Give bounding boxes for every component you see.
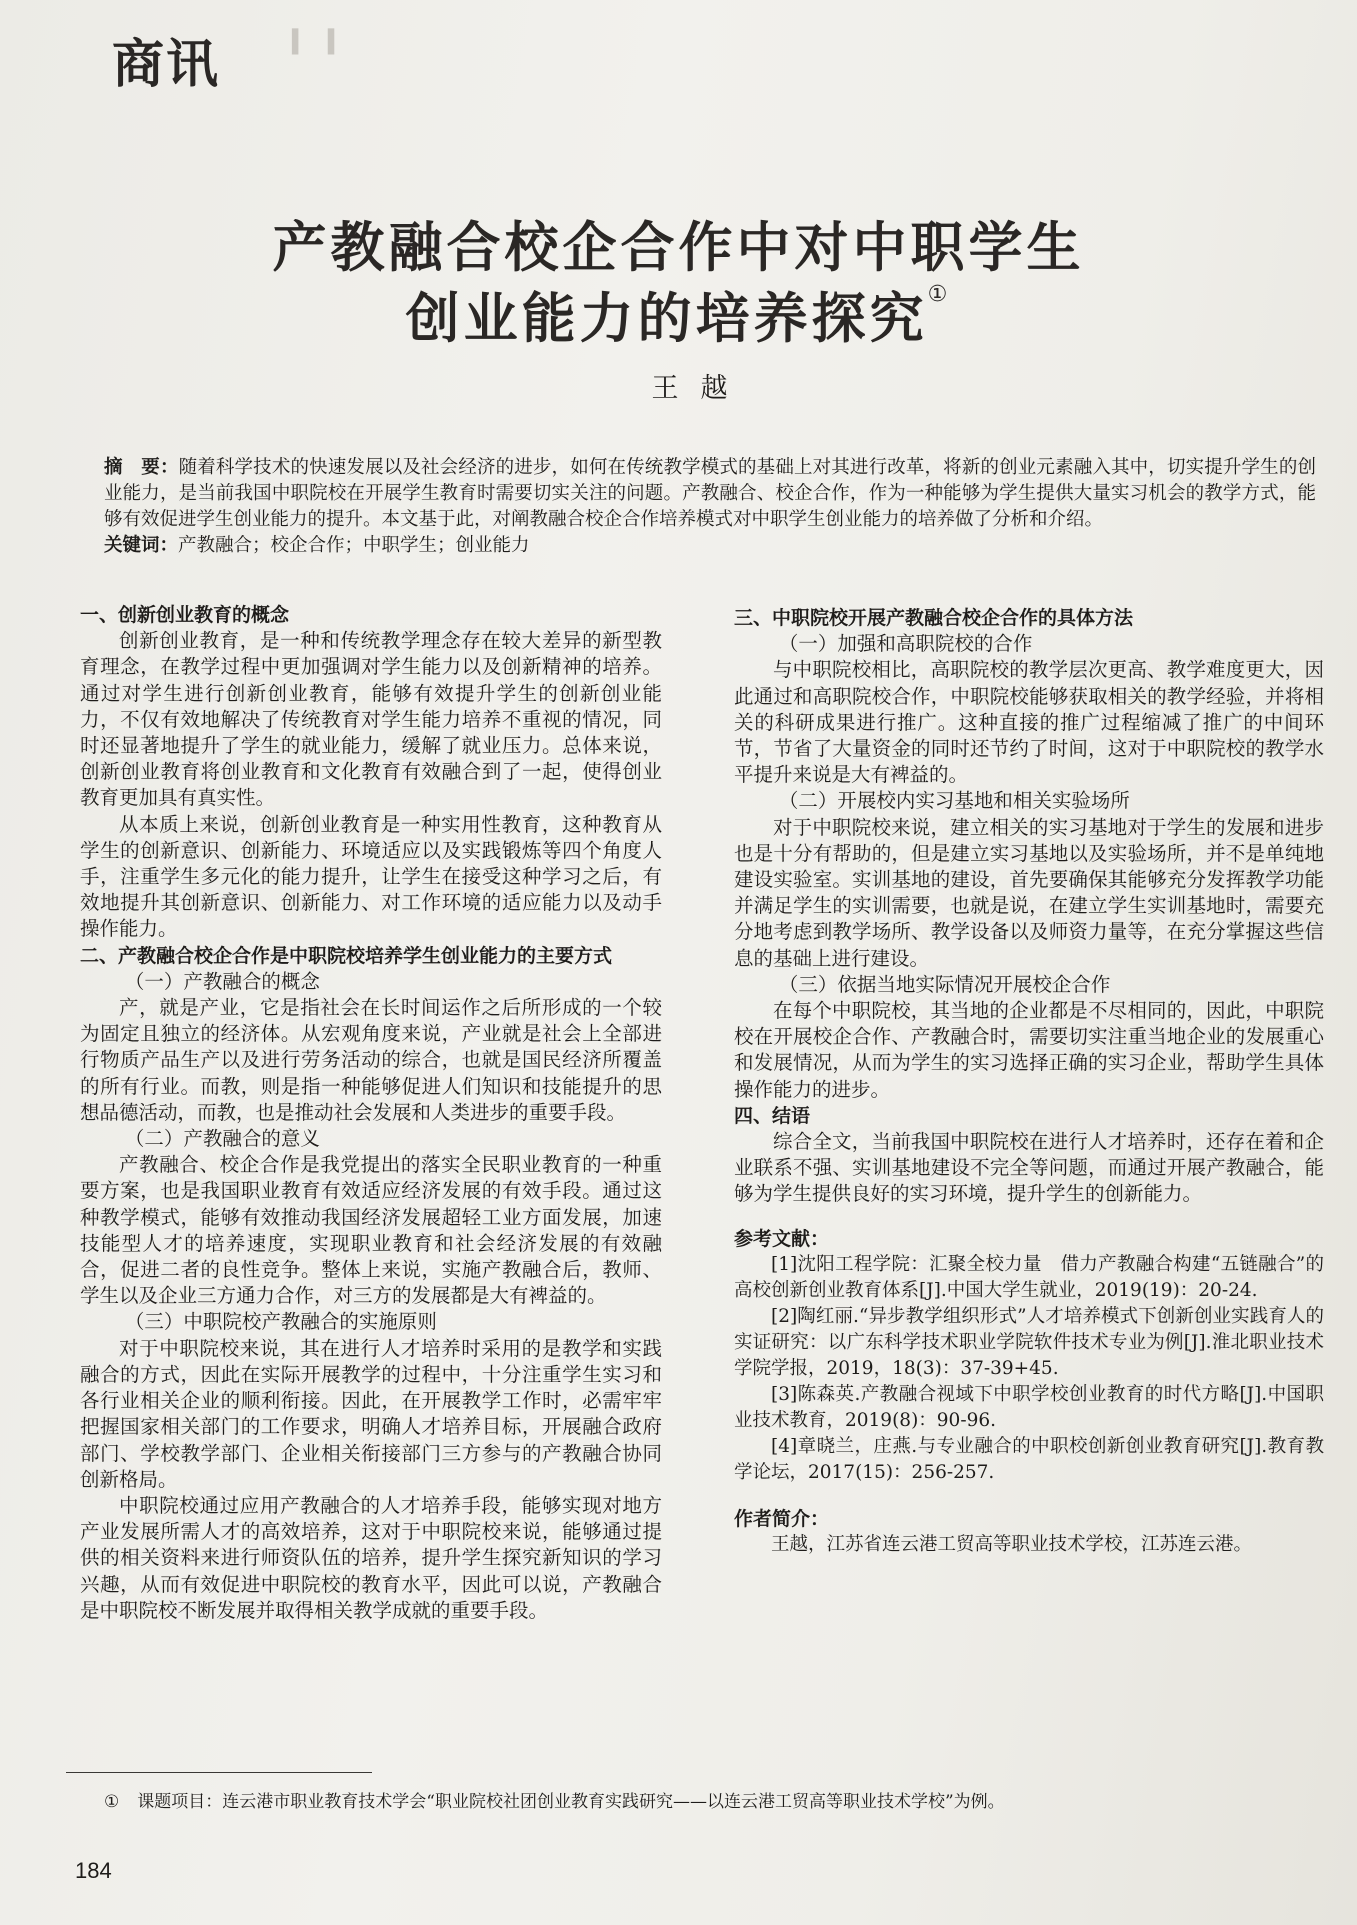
section-header: 商讯 — [112, 35, 221, 95]
keywords-text: 产教融合；校企合作；中职学生；创业能力 — [178, 535, 530, 556]
header-decoration: ▍ ▍ — [292, 30, 351, 55]
references-list — [734, 1252, 1324, 1486]
section-heading: 三、中职院校开展产教融合校企合作的具体方法 — [734, 607, 1134, 629]
page-number: 184 — [75, 1858, 112, 1883]
body-paragraph: 综合全文，当前我国中职院校在进行人才培养时，还存在着和企业联系不强、实训基地建设不完全等问题，而通过开展产教融合，能够为学生提供良好的实习环境，提升学生的创新能力。 — [734, 1130, 1324, 1206]
references-heading: 参考文献： — [734, 1227, 830, 1250]
subsection-heading: （三）中职院校产教融合的实施原则 — [124, 1310, 437, 1334]
subsection-heading: （一）加强和高职院校的合作 — [778, 632, 1033, 656]
article-title-line2: 创业能力的培养探究① — [405, 282, 952, 350]
article-title-line1: 产教融合校企合作中对中职学生 — [272, 216, 1085, 279]
section-heading: 二、产教融合校企合作是中职院校培养学生创业能力的主要方式 — [80, 944, 613, 967]
author-name: 王越 — [651, 373, 750, 404]
footnote — [104, 1790, 1284, 1814]
body-paragraph: 对于中职院校来说，其在进行人才培养时采用的是教学和实践融合的方式，因此在实际开展教学的过程中，十分注重学生实习和各行业相关企业的顺利衔接。因此，在开展教学工作时，必需牢牢把握国家相关部门的工作要求，明确人才培养目标，开展融合政府部门、学校教学部门、企业相关衔接部门三方参与的产教融合协同创新格局。 — [80, 1336, 662, 1491]
reference-item: [3]陈森英.产教融合视域下中职学校创业教育的时代方略[J].中国职业技术教育，2019(8)：90-96. — [734, 1383, 1324, 1431]
subsection-heading: （一）产教融合的概念 — [124, 969, 320, 993]
footnote-mark: ① — [104, 1792, 120, 1812]
abstract-text: 随着科学技术的快速发展以及社会经济的进步，如何在传统教学模式的基础上对其进行改革，将新的创业元素融入其中，切实提升学生的创业能力，是当前我国中职院校在开展学生教育时需要切实关注的问题。产教融合、校企合作，作为一种能够为学生提供大量实习机会的教学方式，能够有效促进学生创业能力的提升。本文基于此，对阐教融合校企合作培养模式对中职学生创业能力的培养做了分析和介绍。 — [104, 457, 1316, 530]
author-bio-heading: 作者简介： — [734, 1507, 830, 1530]
body-paragraph: 创新创业教育，是一种和传统教学理念存在较大差异的新型教育理念，在教学过程中更加强调对学生能力以及创新精神的培养。通过对学生进行创新创业教育，能够有效提升学生的创新创业能力，不仅有效地解决了传统教育对学生能力培养不重视的情况，同时还显著地提升了学生的就业能力，缓解了就业压力。总体来说，创新创业教育将创业教育和文化教育有效融合到了一起，使得创业教育更加具有真实性。 — [80, 629, 662, 810]
body-paragraph: 中职院校通过应用产教融合的人才培养手段，能够实现对地方产业发展所需人才的高效培养，这对于中职院校来说，能够通过提供的相关资料来进行师资队伍的培养，提升学生探究新知识的学习兴趣，从而有效促进中职院校的教育水平，因此可以说，产教融合是中职院校不断发展并取得相关教学成就的重要手段。 — [80, 1493, 662, 1622]
right-column — [734, 605, 1324, 1558]
reference-item: [1]沈阳工程学院：汇聚全校力量 借力产教融合构建“五链融合”的高校创新创业教育体系[J].中国大学生就业，2019(19)：20-24. — [734, 1253, 1324, 1301]
subsection-heading: （二）开展校内实习基地和相关实验场所 — [778, 789, 1130, 813]
author-bio — [734, 1532, 1324, 1558]
abstract-label: 摘 要： — [104, 457, 179, 478]
section-heading: 一、创新创业教育的概念 — [80, 604, 290, 626]
abstract-paragraph — [104, 455, 1316, 533]
reference-item: [4]章晓兰，庄燕.与专业融合的中职校创新创业教育研究[J].教育教学论坛，2017(15)：256-257. — [734, 1435, 1324, 1483]
footnote-divider — [66, 1772, 372, 1773]
footnote-text: 课题项目：连云港市职业教育技术学会“职业院校社团创业教育实践研究——以连云港工贸高等职业技术学校”为例。 — [137, 1792, 1005, 1812]
body-paragraph: 对于中职院校来说，建立相关的实习基地对于学生的发展和进步也是十分有帮助的，但是建立实习基地以及实验场所，并不是单纯地建设实验室。实训基地的建设，首先要确保其能够充分发挥教学功能并满足学生的实训需要，也就是说，在建立学生实训基地时，需要充分地考虑到教学场所、教学设备以及师资力量等，在充分掌握这些信息的基础上进行建设。 — [734, 815, 1324, 970]
body-paragraph: 与中职院校相比，高职院校的教学层次更高、教学难度更大，因此通过和高职院校合作，中职院校能够获取相关的教学经验，并将相关的科研成果进行推广。这种直接的推广过程缩减了推广的中间环节，节省了大量资金的同时还节约了时间，这对于中职院校的教学水平提升来说是大有裨益的。 — [734, 658, 1324, 787]
body-paragraph: 产，就是产业，它是指社会在长时间运作之后所形成的一个较为固定且独立的经济体。从宏观角度来说，产业就是社会上全部进行物质产品生产以及进行劳务活动的综合，也就是国民经济所覆盖的所有行业。而教，则是指一种能够促进人们知识和技能提升的思想品德活动，而教，也是推动社会发展和人类进步的重要手段。 — [80, 996, 662, 1124]
subsection-heading: （二）产教融合的意义 — [124, 1127, 320, 1151]
subsection-heading: （三）依据当地实际情况开展校企合作 — [778, 972, 1111, 996]
section-heading: 四、结语 — [734, 1104, 811, 1127]
body-paragraph: 在每个中职院校，其当地的企业都是不尽相同的，因此，中职院校在开展校企合作、产教融合时，需要切实注重当地企业的发展重心和发展情况，从而为学生的实习选择正确的实习企业，帮助学生具体操作能力的进步。 — [734, 999, 1324, 1101]
keywords-label: 关键词： — [104, 535, 179, 556]
title-footnote-mark: ① — [927, 282, 952, 307]
author-bio-text: 王越，江苏省连云港工贸高等职业技术学校，江苏连云港。 — [771, 1534, 1253, 1556]
reference-item: [2]陶红丽.“异步教学组织形式”人才培养模式下创新创业实践育人的实证研究：以广东科学技术职业学院软件技术专业为例[J].淮北职业技术学院学报，2019，18(3)：37-39+45. — [734, 1305, 1324, 1379]
abstract-block — [104, 455, 1316, 559]
left-column — [80, 602, 662, 1624]
body-paragraph: 从本质上来说，创新创业教育是一种实用性教育，这种教育从学生的创新意识、创新能力、环境适应以及实践锻炼等四个角度人手，注重学生多元化的能力提升，让学生在接受这种学习之后，有效地提升其创新意识、创新能力、对工作环境的适应能力以及动手操作能力。 — [80, 812, 662, 941]
keywords-line — [104, 533, 1316, 559]
body-paragraph: 产教融合、校企合作是我党提出的落实全民职业教育的一种重要方案，也是我国职业教育有效适应经济发展的有效手段。通过这种教学模式，能够有效推动我国经济发展超轻工业方面发展，加速技能型人才的培养速度，实现职业教育和社会经济发展的有效融合，促进二者的良性竞争。整体上来说，实施产教融合后，教师、学生以及企业三方通力合作，对三方的发展都是大有裨益的。 — [80, 1153, 662, 1308]
